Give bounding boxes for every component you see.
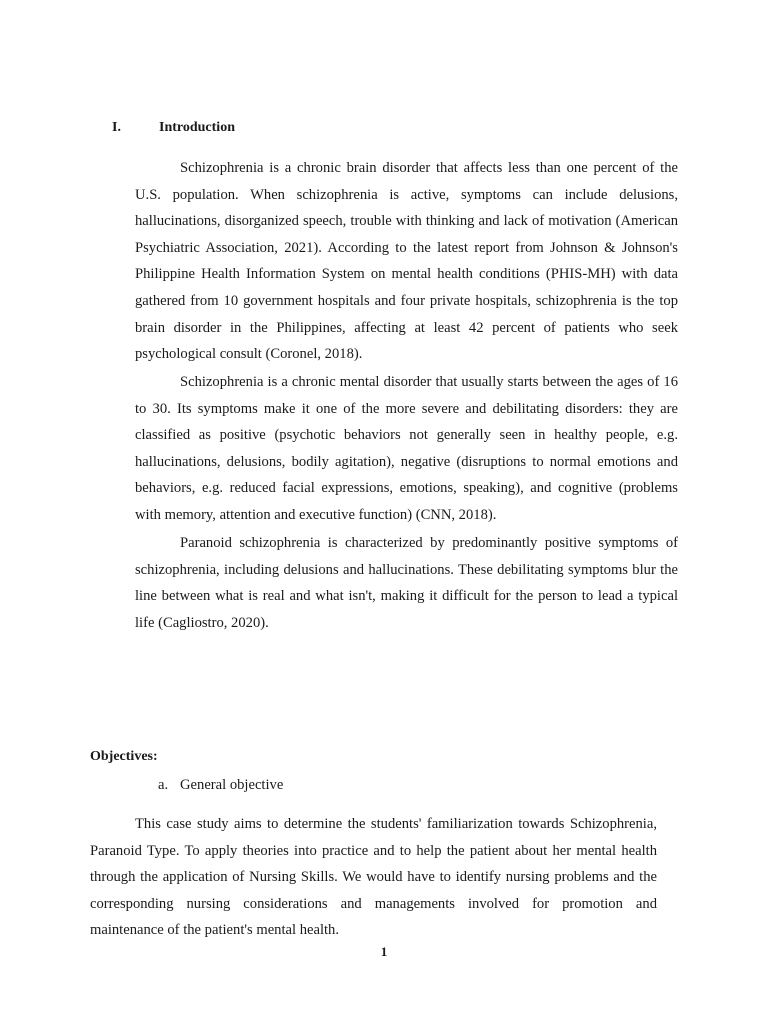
intro-paragraph-1: Schizophrenia is a chronic brain disorder that affects less than one percent of the U.S. population. When schizophrenia is active, symptoms can include delusions, hallucinations, disorganized speech, trouble with thinking and lack of motivation (American Psychiatric Association, 2021). According to the latest report from Johnson & Johnson's Philippine Health Information System on mental health conditions (PHIS-MH) with data gathered from 10 government hospitals and four private hospitals, schizophrenia is the top brain disorder in the Philippines, affecting at least 42 percent of patients who seek psychological consult (Coronel, 2018). [135, 160, 678, 363]
objective-paragraph: This case study aims to determine the students' familiarization towards Schizophrenia, Paranoid Type. To apply theories into practice and to help the patient about her mental health through the application of Nursing Skills. We would have to identify nursing problems and the corresponding nursing considerations and managements involved for promotion and maintenance of the patient's mental health. [90, 816, 657, 939]
intro-paragraph-2: Schizophrenia is a chronic mental disorder that usually starts between the ages of 16 to 30. Its symptoms make it one of the more severe and debilitating disorders: they are classified as positive (psychotic behaviors not generally seen in healthy people, e.g. hallucinations, delusions, bodily agitation), negative (disruptions to normal emotions and behaviors, e.g. reduced facial expressions, emotions, speaking), and cognitive (problems with memory, attention and executive function) (CNN, 2018). [135, 374, 678, 523]
section-number: I. [112, 120, 121, 135]
section-title: Introduction [159, 120, 235, 135]
objectives-heading: Objectives: [90, 749, 158, 764]
objective-item-label: General objective [180, 777, 284, 793]
page-number: 1 [380, 944, 388, 959]
objective-list-item [158, 776, 283, 794]
section-heading [112, 119, 235, 137]
intro-paragraph-3: Paranoid schizophrenia is characterized by predominantly positive symptoms of schizophrenia, including delusions and hallucinations. These debilitating symptoms blur the line between what is real and what isn't, making it difficult for the person to lead a typical life (Cagliostro, 2020). [135, 535, 678, 631]
objective-item-marker: a. [158, 777, 169, 793]
